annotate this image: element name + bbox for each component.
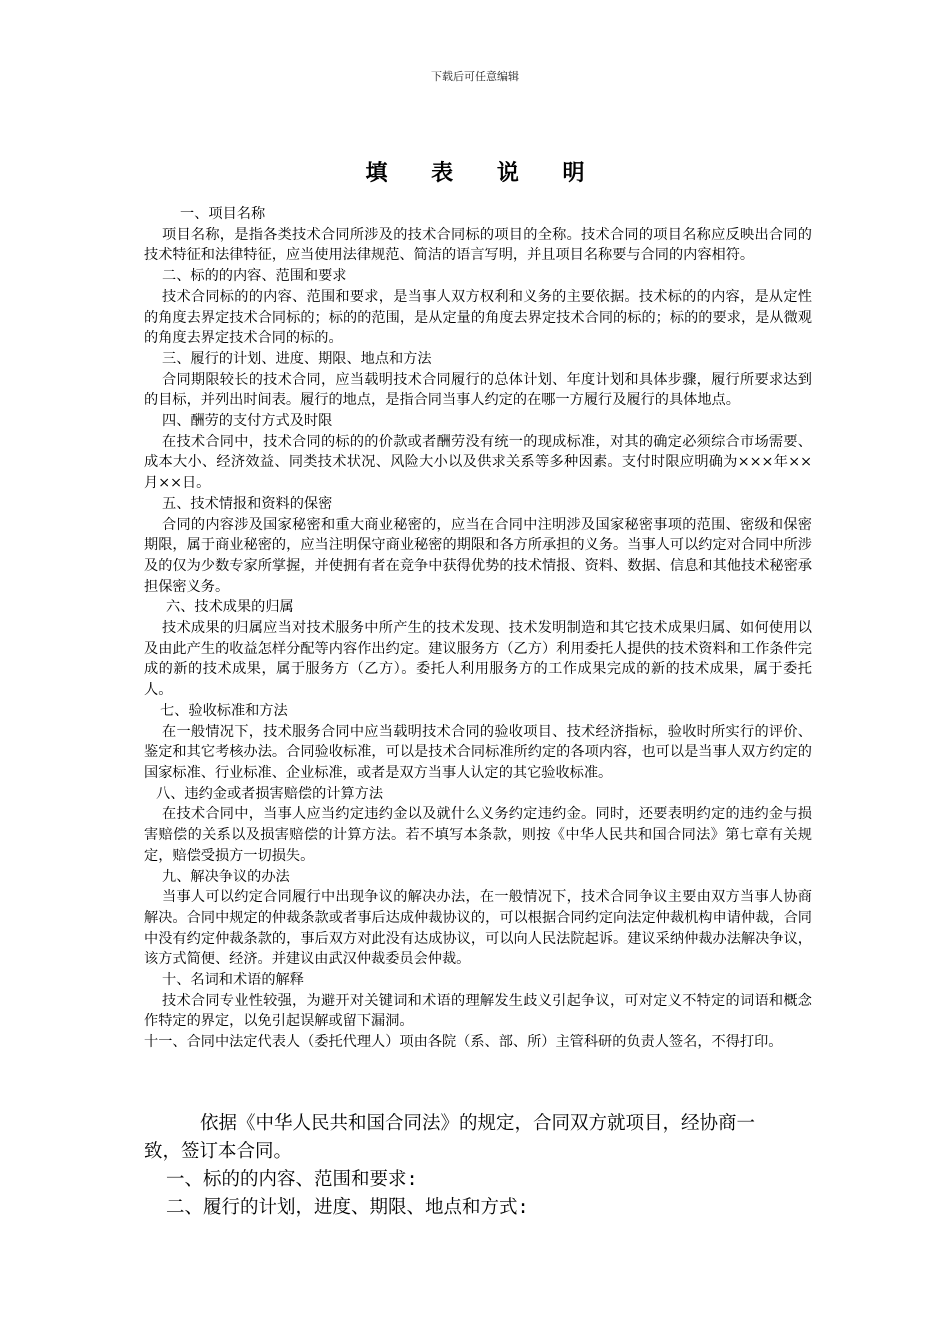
section-body: 项目名称，是指各类技术合同所涉及的技术合同标的项目的全称。技术合同的项目名称应反映出合同的技术特征和法律特征，应当使用法律规范、简洁的语言写明，并且项目名称要与合同的内容相符。 [144, 226, 812, 264]
section-body: 合同的内容涉及国家秘密和重大商业秘密的，应当在合同中注明涉及国家秘密事项的范围、密级和保密期限，属于商业秘密的，应当注明保守商业秘密的期限和各方所承担的义务。当事人可以约定对合同中所涉及的仅为少数专家所掌握，并使拥有者在竞争中获得优势的技术情报、资料、数据、信息和其他技术秘密承担保密义务。 [144, 516, 812, 595]
section-body: 技术合同专业性较强，为避开对关键词和术语的理解发生歧义引起争议，可对定义不特定的词语和概念作特定的界定，以免引起误解或留下漏洞。 [144, 992, 812, 1030]
section-body: 技术合同标的的内容、范围和要求，是当事人双方权利和义务的主要依据。技术标的的内容，是从定性的角度去界定技术合同标的；标的的范围，是从定量的角度去界定技术合同的标的；标的的要求，是从微观的角度去界定技术合同的标的。 [144, 288, 812, 347]
section-heading: 二、标的的内容、范围和要求 [162, 268, 347, 285]
section-heading: 三、履行的计划、进度、期限、地点和方法 [162, 350, 432, 367]
section-heading: 四、酬劳的支付方式及时限 [162, 413, 333, 430]
section-heading: 十、名词和术语的解释 [162, 972, 304, 989]
section-body: 在技术合同中，技术合同的标的的价款或者酬劳没有统一的现成标准，对其的确定必须综合市场需要、成本大小、经济效益、同类技术状况、风险大小以及供求关系等多种因素。支付时限应明确为×××年××月××日。 [144, 433, 812, 492]
instructions-section [144, 204, 812, 1053]
contract-section [144, 1110, 784, 1222]
page-title: 填 表 说 明 [365, 161, 603, 186]
contract-item: 二、履行的计划，进度、期限、地点和方式: [166, 1197, 529, 1218]
section-body: 当事人可以约定合同履行中出现争议的解决办法，在一般情况下，技术合同争议主要由双方当事人协商解决。合同中规定的仲裁条款或者事后达成仲裁协议的，可以根据合同约定向法定仲裁机构申请仲裁，合同中没有约定仲裁条款的，事后双方对此没有达成协议，可以向人民法院起诉。建议采纳仲裁办法解决争议，该方式简便、经济。并建议由武汉仲裁委员会仲裁。 [144, 889, 812, 968]
contract-item: 一、标的的内容、范围和要求: [166, 1169, 418, 1190]
section-heading: 十一、合同中法定代表人（委托代理人）项由各院（系、部、所）主管科研的负责人签名，不得打印。 [144, 1034, 783, 1051]
section-heading: 一、项目名称 [180, 206, 266, 222]
section-heading: 七、验收标准和方法 [160, 702, 288, 719]
section-body: 技术成果的归属应当对技术服务中所产生的技术发现、技术发明制造和其它技术成果归属、如何使用以及由此产生的收益怎样分配等内容作出约定。建议服务方（乙方）利用委托人提供的技术资料和工作条件完成的新的技术成果，属于服务方（乙方）。委托人利用服务方的工作成果完成的新的技术成果，属于委托人。 [144, 620, 812, 699]
section-heading: 五、技术情报和资料的保密 [162, 495, 333, 512]
section-heading: 九、解决争议的办法 [162, 868, 290, 885]
header-note: 下载后可任意编辑 [431, 70, 519, 83]
section-body: 在一般情况下，技术服务合同中应当载明技术合同的验收项目、技术经济指标，验收时所实行的评价、鉴定和其它考核办法。合同验收标准，可以是技术合同标准所约定的各项内容，也可以是当事人双方约定的国家标准、行业标准、企业标准，或者是双方当事人认定的其它验收标准。 [144, 723, 812, 781]
section-heading: 八、违约金或者损害赔偿的计算方法 [156, 785, 384, 802]
contract-intro: 依据《中华人民共和国合同法》的规定，合同双方就项目，经协商一致，签订本合同。 [144, 1113, 756, 1162]
section-body: 合同期限较长的技术合同，应当载明技术合同履行的总体计划、年度计划和具体步骤，履行所要求达到的目标，并列出时间表。履行的地点，是指合同当事人约定的在哪一方履行及履行的具体地点。 [144, 371, 812, 409]
section-heading: 六、技术成果的归属 [166, 599, 294, 616]
section-body: 在技术合同中，当事人应当约定违约金以及就什么义务约定违约金。同时，还要表明约定的违约金与损害赔偿的关系以及损害赔偿的计算方法。若不填写本条款，则按《中华人民共和国合同法》第七章有关规定，赔偿受损方一切损失。 [144, 806, 812, 864]
